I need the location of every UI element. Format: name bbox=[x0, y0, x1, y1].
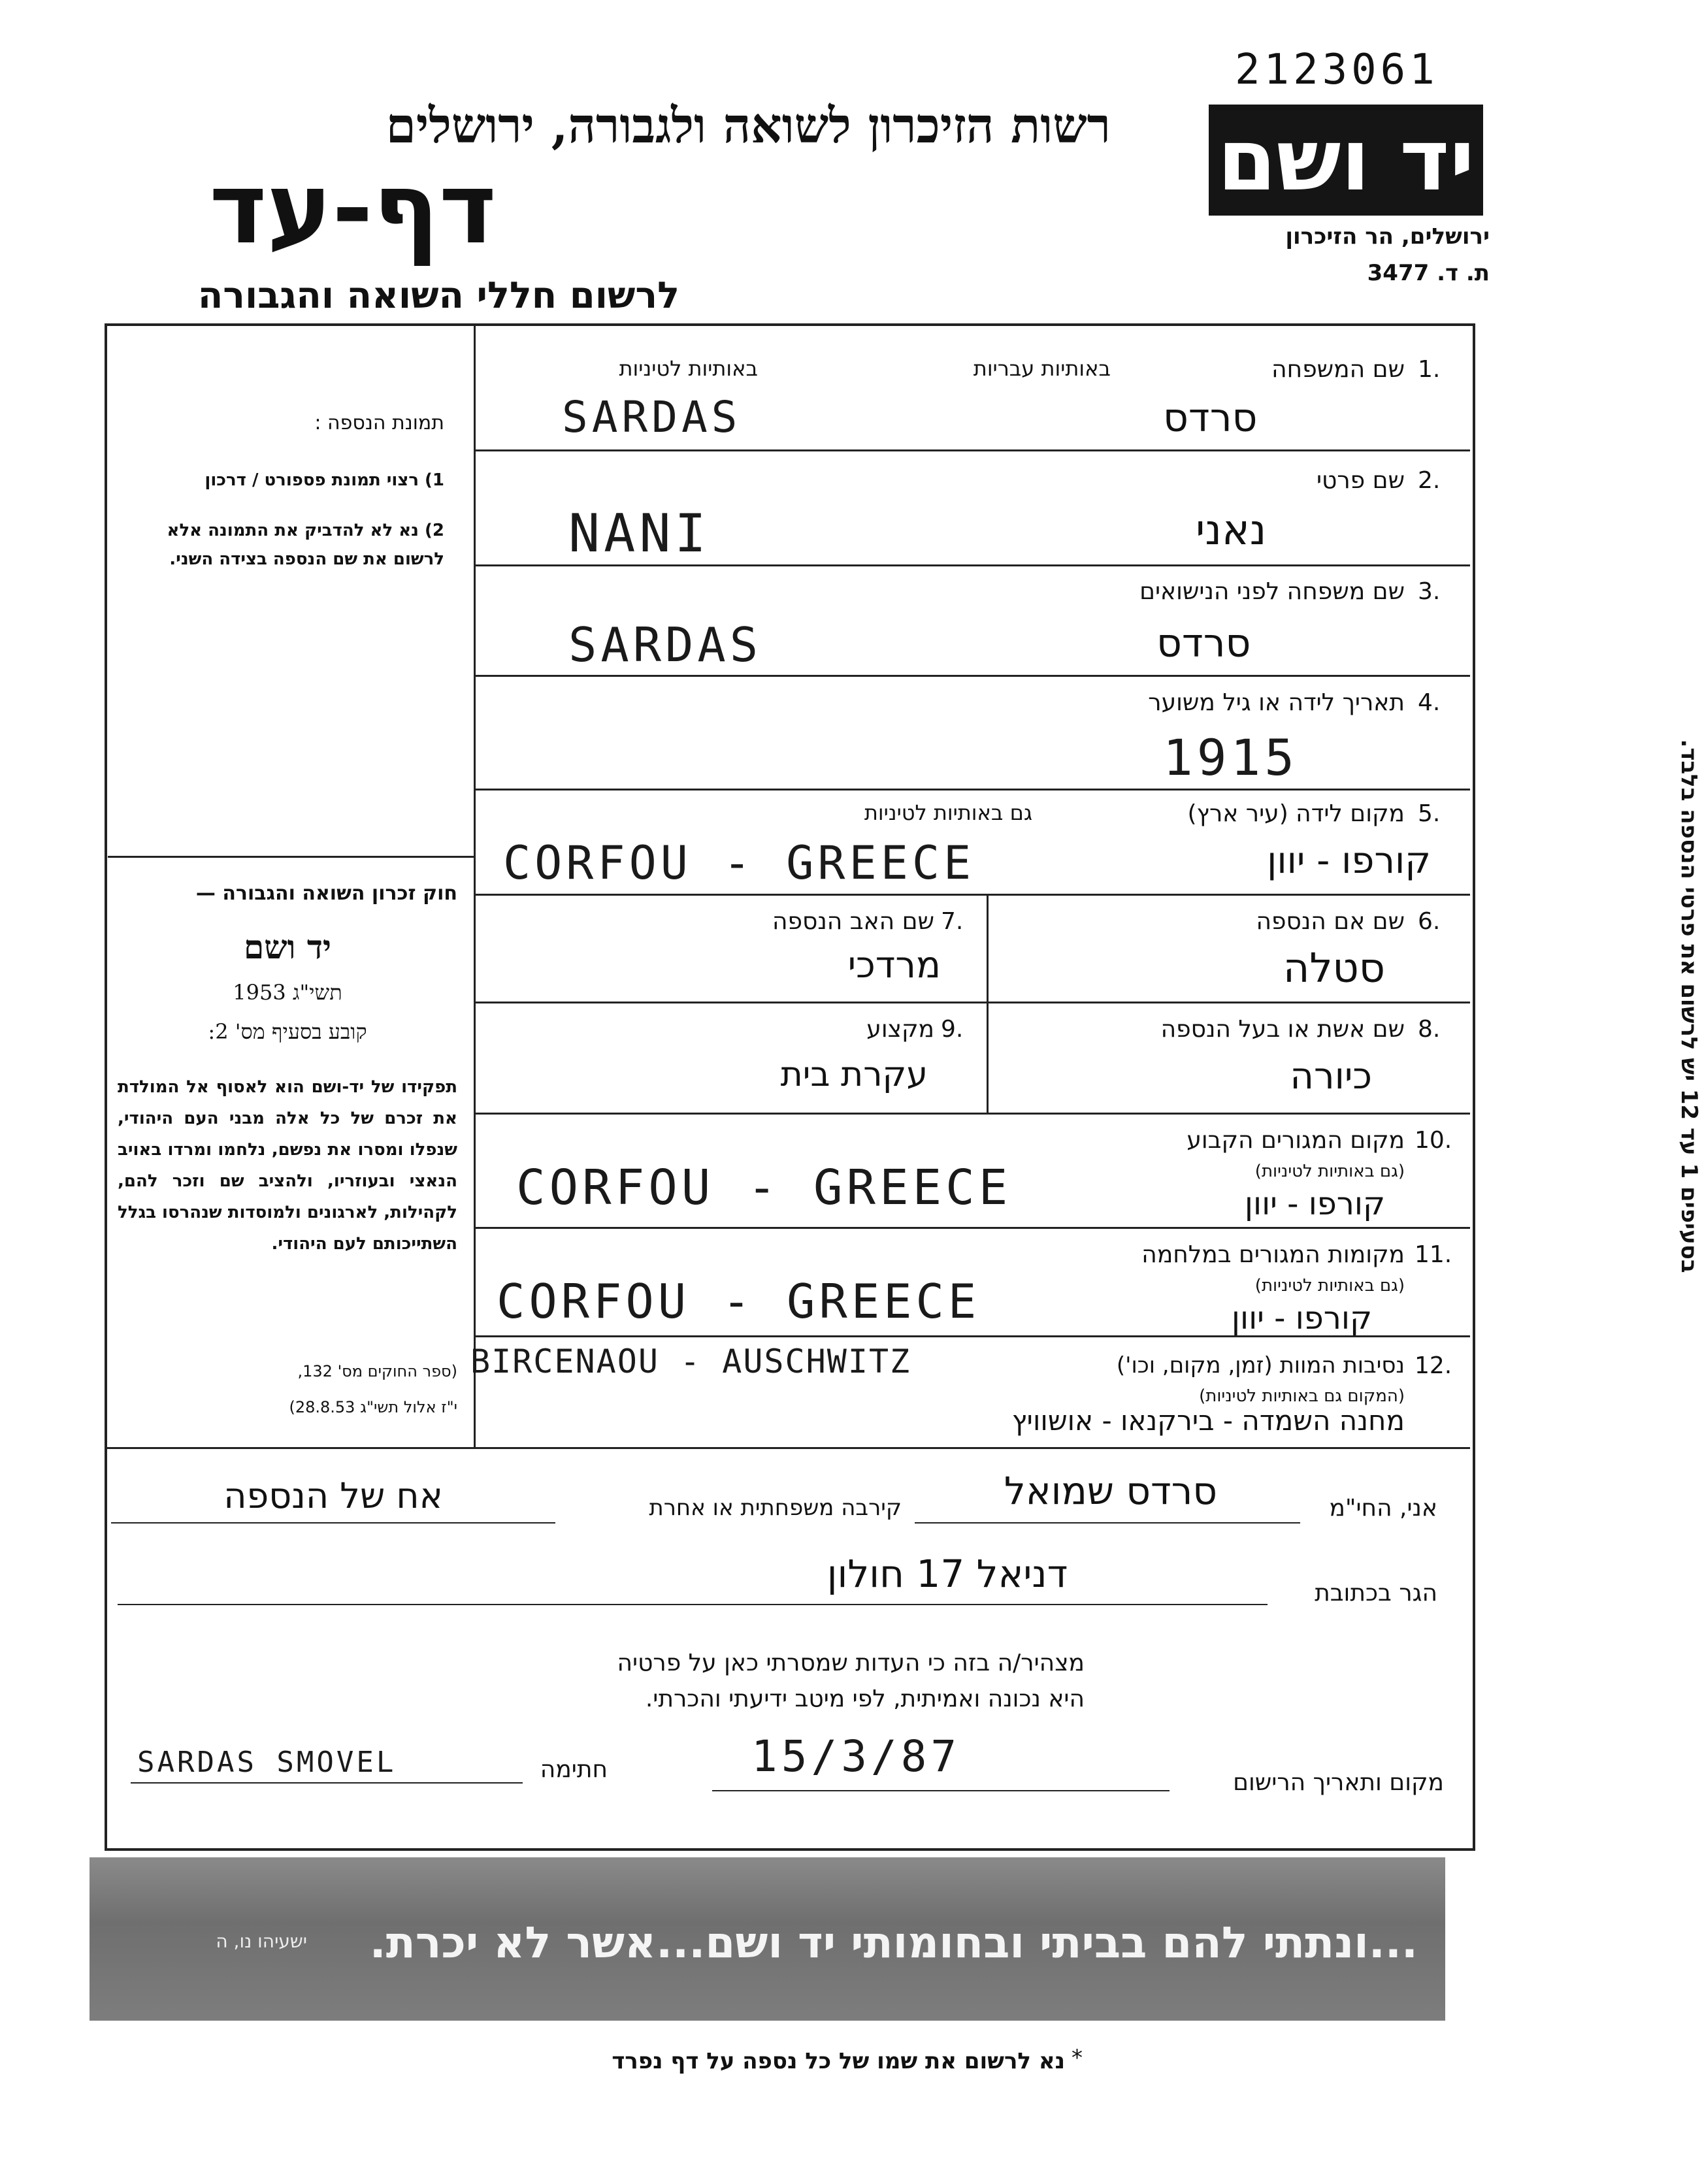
split-line-6-9 bbox=[987, 894, 989, 1113]
field-3-value-latin: SARDAS bbox=[568, 617, 762, 672]
field-1-number: 1. bbox=[1418, 356, 1441, 383]
declarant-address-value: דניאל 17 חולון bbox=[826, 1552, 1068, 1596]
field-11-sub: (גם באותיות לטיניות) bbox=[1254, 1276, 1405, 1296]
law-ref1: (ספר החוקים מס' 132, bbox=[297, 1362, 457, 1380]
organization-name: רשות הזיכרון לשואה ולגבורה, ירושלים bbox=[385, 98, 1111, 154]
field-5-number: 5. bbox=[1418, 800, 1441, 827]
field-7-number: 7. bbox=[941, 908, 964, 935]
registration-date: 15/3/87 bbox=[751, 1731, 961, 1782]
field-12-number: 12. bbox=[1415, 1352, 1452, 1379]
field-4-number: 4. bbox=[1418, 689, 1441, 716]
logo-address-line2: ת. ד. 3477 bbox=[1367, 260, 1490, 286]
logo-address-line1: ירושלים, הר הזיכרון bbox=[1285, 223, 1490, 250]
field-1-sub-hebrew: באותיות עבריות bbox=[973, 356, 1111, 381]
signature-line bbox=[131, 1782, 523, 1784]
field-10-sub: (גם באותיות לטיניות) bbox=[1254, 1162, 1405, 1181]
field-8-label: שם אשת או בעל הנספה bbox=[1160, 1016, 1405, 1043]
row-line-3 bbox=[474, 675, 1470, 677]
field-12-value-latin: BIRCENAOU - AUSCHWITZ bbox=[470, 1343, 911, 1380]
law-year: תשי"ג 1953 bbox=[233, 980, 342, 1005]
law-name: יד ושם bbox=[244, 928, 331, 966]
date-line bbox=[712, 1790, 1170, 1791]
field-7-value: מרדכי bbox=[847, 944, 941, 986]
signature-label: חתימה bbox=[540, 1756, 608, 1783]
law-ref2: י"ז אלול תשי"ג 28.8.53) bbox=[289, 1398, 457, 1416]
field-11-value-latin: CORFOU - GREECE bbox=[497, 1274, 981, 1329]
field-10-label: מקום המגורים הקבוע bbox=[1186, 1127, 1405, 1154]
row-line-8 bbox=[474, 1227, 1470, 1229]
field-1-sub-latin: באותיות לטיניות bbox=[619, 356, 758, 381]
row-line-2 bbox=[474, 564, 1470, 566]
field-6-value: סטלה bbox=[1283, 944, 1385, 992]
field-9-label: מקצוע bbox=[866, 1016, 934, 1043]
yad-vashem-logo: יד ושם bbox=[1209, 105, 1483, 216]
field-9-number: 9. bbox=[941, 1016, 964, 1043]
field-5-value-latin: CORFOU - GREECE bbox=[503, 836, 975, 890]
field-1-value-hebrew: סרדס bbox=[1163, 395, 1258, 441]
field-10-value-latin: CORFOU - GREECE bbox=[516, 1160, 1012, 1216]
field-2-label: שם פרטי bbox=[1316, 467, 1405, 494]
row-line-6 bbox=[474, 1002, 1470, 1003]
declaration-line2: היא נכונה ואמיתית, לפי מיטב ידיעתי והכרתי. bbox=[645, 1686, 1085, 1712]
field-2-value-hebrew: נאני bbox=[1196, 506, 1267, 555]
law-title: חוק זכרון השואה והגבורה — bbox=[195, 882, 457, 905]
field-12-sub: (המקום גם באותיות לטיניות) bbox=[1199, 1386, 1405, 1406]
row-line-7 bbox=[474, 1113, 1470, 1115]
field-3-label: שם משפחה לפני הנישואים bbox=[1139, 578, 1405, 605]
side-note: בסעיפים 1 עד 12 יש לרשום את פרטי הנספה בלבד. bbox=[1676, 739, 1702, 1273]
field-6-number: 6. bbox=[1418, 908, 1441, 935]
signature-value: SARDAS SMOVEL bbox=[137, 1746, 397, 1779]
law-body: תפקידו של יד-ושם הוא לאסוף אל המולדת את זכרם של כל אלה מבני העם היהודי, שנפלו ומסרו את נפשם, נלחמו ומרדו באויב הנאצי ובעוזריו, ולהציב שם וזכר להם, לקהילות, לארגונים ולמוסדות שנהרסו בגלל השתייכותם לעם היהודי. bbox=[118, 1077, 457, 1254]
declarant-name-value: סרדס שמואל bbox=[1004, 1469, 1218, 1513]
field-11-number: 11. bbox=[1415, 1241, 1452, 1268]
footer-asterisk-icon: * bbox=[1072, 2045, 1083, 2071]
field-10-value-hebrew: קורפו - יוון bbox=[1244, 1186, 1385, 1222]
law-section: קובע בסעיף מס' 2: bbox=[208, 1019, 367, 1044]
photo-box-note2: 2) נא לא להדביק את התמונה אלא לרשום את שם הנספה בצידה השני. bbox=[167, 521, 444, 569]
field-2-number: 2. bbox=[1418, 467, 1441, 494]
photo-box-note1: 1) רצוי תמונת פספורט / דרכון bbox=[205, 470, 444, 490]
law-box-divider bbox=[108, 856, 474, 858]
field-3-number: 3. bbox=[1418, 578, 1441, 605]
row-line-4 bbox=[474, 789, 1470, 790]
form-subtitle: לרשום חללי השואה והגבורה bbox=[197, 274, 679, 317]
field-11-label: מקומות המגורים במלחמה bbox=[1141, 1241, 1405, 1268]
field-5-sub-latin: גם באותיות לטיניות bbox=[864, 800, 1032, 825]
photo-box-title: תמונת הנספה : bbox=[314, 412, 444, 434]
field-4-label: תאריך לידה או גיל משוער bbox=[1148, 689, 1405, 716]
declarant-relation-label: קירבה משפחתית או אחרת bbox=[649, 1495, 902, 1521]
field-6-label: שם אם הנספה bbox=[1256, 908, 1405, 935]
field-2-value-latin: NANI bbox=[568, 503, 710, 564]
declaration-line1: מצהיר/ה בזה כי העדות שמסרתי כאן על פרטיה bbox=[617, 1650, 1085, 1676]
field-12-label: נסיבות המוות (זמן, מקום, וכו') bbox=[1116, 1352, 1405, 1378]
banner-source: ישעיהו נו, ה bbox=[216, 1931, 307, 1952]
form-title: דף-עד bbox=[209, 152, 497, 266]
declarant-name-line bbox=[915, 1522, 1300, 1524]
declarant-name-label: אני, החי"מ bbox=[1329, 1495, 1437, 1522]
field-12-value-hebrew: מחנה השמדה - בירקנאו - אושוויץ bbox=[1011, 1405, 1405, 1437]
field-9-value: עקרת בית bbox=[780, 1055, 928, 1094]
declarant-relation-value: אח של הנספה bbox=[223, 1475, 443, 1516]
field-1-value-latin: SARDAS bbox=[562, 392, 742, 442]
banner-quote: ...ונתתי להם בביתי ובחומותי יד ושם...אשר לא יכרת. bbox=[369, 1917, 1418, 1968]
field-10-number: 10. bbox=[1415, 1127, 1452, 1154]
place-date-label: מקום ותאריך הרישום bbox=[1233, 1769, 1444, 1796]
field-4-value: 1915 bbox=[1163, 728, 1299, 787]
field-5-label: מקום לידה (עיר ארץ) bbox=[1187, 800, 1405, 827]
row-line-1 bbox=[474, 449, 1470, 451]
declarant-relation-line bbox=[111, 1522, 555, 1524]
field-3-value-hebrew: סרדס bbox=[1156, 621, 1251, 666]
field-8-number: 8. bbox=[1418, 1016, 1441, 1043]
document-number: 2123061 bbox=[1235, 46, 1439, 94]
declarant-address-label: הגר בכתובת bbox=[1315, 1580, 1437, 1606]
field-5-value-hebrew: קורפו - יוון bbox=[1267, 839, 1431, 882]
field-11-value-hebrew: קורפו - יוון bbox=[1231, 1300, 1372, 1337]
field-1-label: שם המשפחה bbox=[1271, 356, 1405, 383]
row-line-10 bbox=[105, 1447, 1470, 1449]
field-8-value: כיורה bbox=[1290, 1055, 1372, 1098]
left-column-divider bbox=[474, 325, 476, 1448]
declarant-address-line bbox=[118, 1604, 1268, 1605]
footer-note: נא לרשום את שמו של כל נספה על דף נפרד bbox=[612, 2048, 1065, 2074]
field-7-label: שם האב הנספה bbox=[772, 908, 934, 935]
row-line-5 bbox=[474, 894, 1470, 896]
